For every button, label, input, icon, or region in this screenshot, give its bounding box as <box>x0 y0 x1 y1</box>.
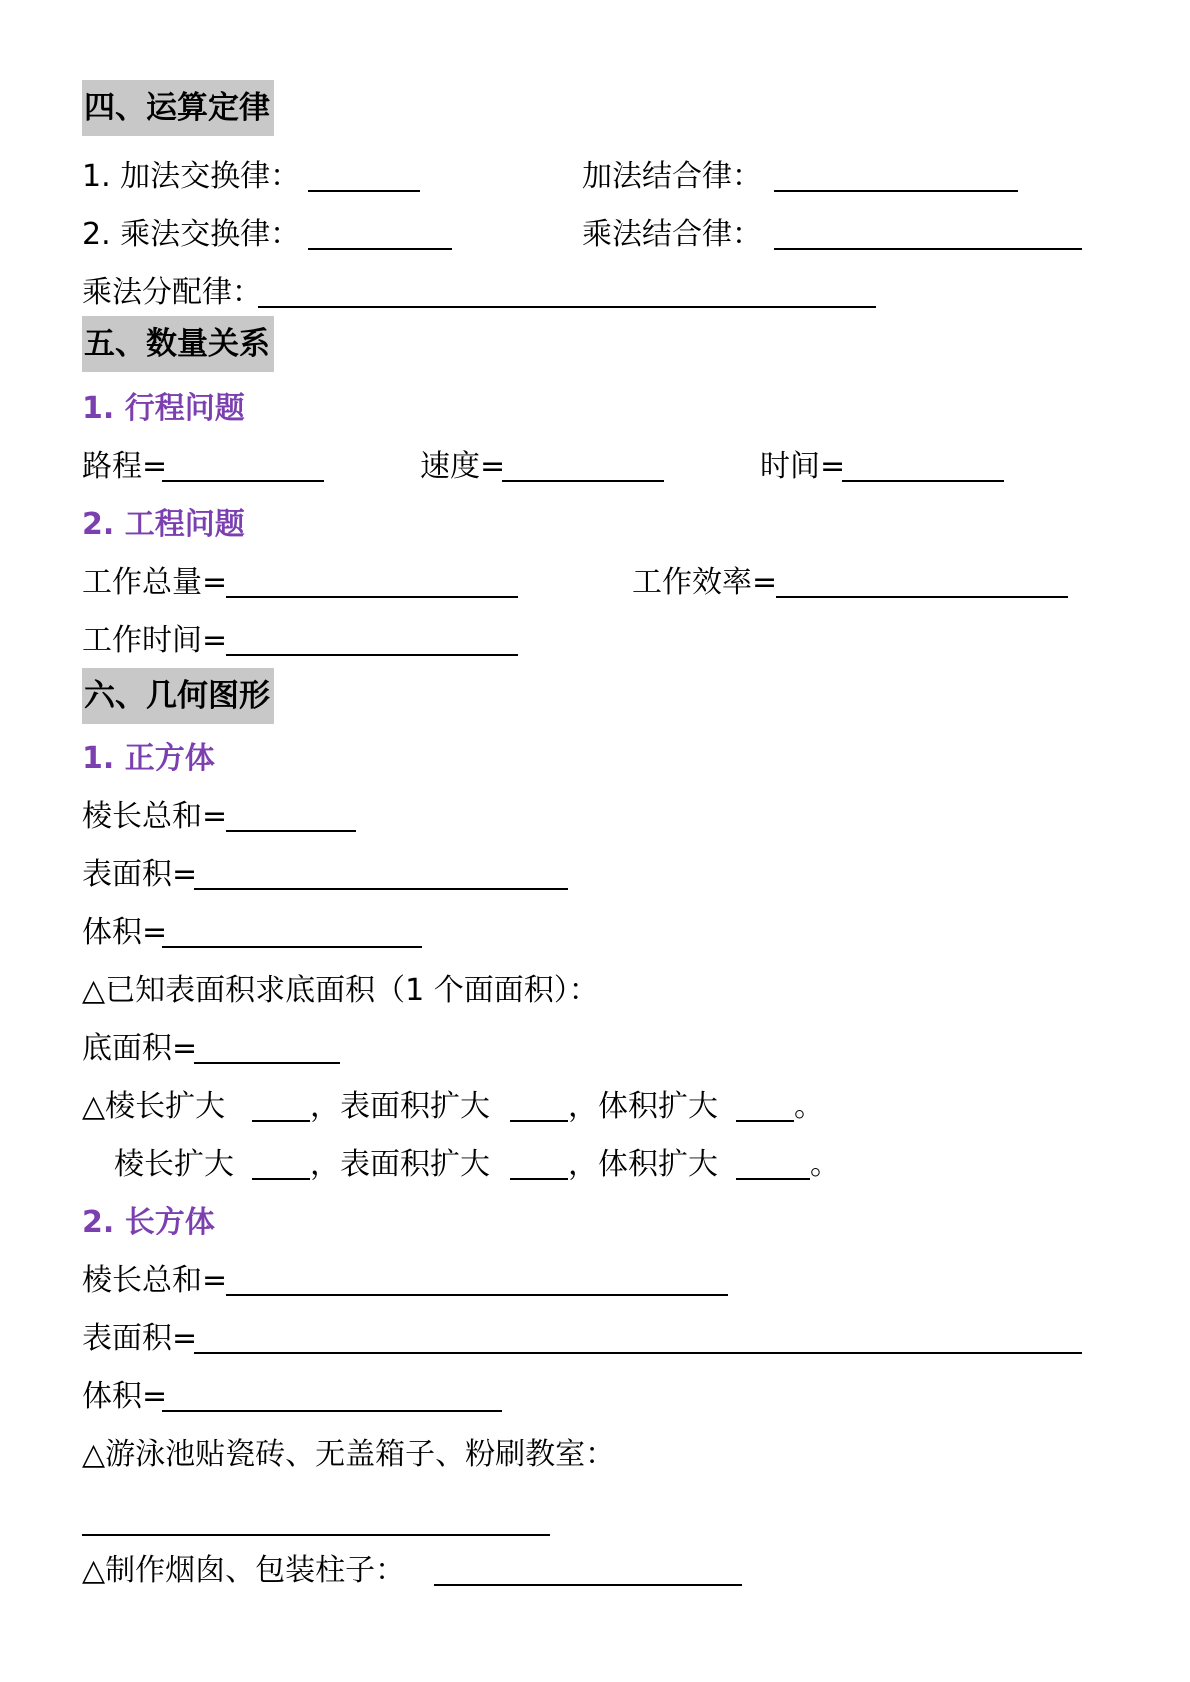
period-2: 。 <box>810 1147 840 1182</box>
section-title-laws: 四、运算定律 <box>82 80 274 136</box>
label-base-area: 底面积= <box>82 1031 198 1066</box>
blank-addition-associative[interactable] <box>774 190 1018 192</box>
blank-pool-box-classroom[interactable] <box>82 1534 550 1536</box>
subtitle-work: 2. 工程问题 <box>82 507 245 542</box>
label-work-time: 工作时间= <box>82 623 228 658</box>
label-distributive: 乘法分配律： <box>82 275 262 310</box>
subtitle-cube: 1. 正方体 <box>82 741 215 776</box>
blank-chimney-pillar[interactable] <box>434 1584 742 1586</box>
label-volume-expand-2: ，体积扩大 <box>568 1147 718 1182</box>
label-work-efficiency: 工作效率= <box>632 565 778 600</box>
blank-work-total[interactable] <box>226 596 518 598</box>
label-cuboid-surface-area: 表面积= <box>82 1321 198 1356</box>
label-multiplication-commutative: 2. 乘法交换律： <box>82 217 301 252</box>
blank-addition-commutative[interactable] <box>308 190 420 192</box>
blank-area-expand-1[interactable] <box>510 1120 568 1122</box>
label-cube-edge-sum: 棱长总和= <box>82 799 228 834</box>
label-speed: 速度= <box>420 449 506 484</box>
blank-work-time[interactable] <box>226 654 518 656</box>
label-chimney-pillar: △制作烟囱、包装柱子： <box>82 1553 406 1588</box>
text-pool-box-classroom: △游泳池贴瓷砖、无盖箱子、粉刷教室： <box>82 1437 616 1472</box>
period-1: 。 <box>794 1089 824 1124</box>
blank-cuboid-edge-sum[interactable] <box>226 1294 728 1296</box>
label-edge-expand-2: 棱长扩大 <box>114 1147 234 1182</box>
label-distance: 路程= <box>82 449 168 484</box>
blank-cuboid-surface-area[interactable] <box>194 1352 1082 1354</box>
blank-volume-expand-1[interactable] <box>736 1120 794 1122</box>
blank-speed[interactable] <box>502 480 664 482</box>
section-title-geometry: 六、几何图形 <box>82 668 274 724</box>
label-edge-expand: △棱长扩大 <box>82 1089 226 1124</box>
blank-area-expand-2[interactable] <box>510 1178 568 1180</box>
blank-multiplication-associative[interactable] <box>774 248 1082 250</box>
blank-base-area[interactable] <box>194 1062 340 1064</box>
blank-cuboid-volume[interactable] <box>162 1410 502 1412</box>
label-work-total: 工作总量= <box>82 565 228 600</box>
blank-distributive[interactable] <box>258 306 876 308</box>
blank-multiplication-commutative[interactable] <box>308 248 452 250</box>
label-area-expand-2: ，表面积扩大 <box>310 1147 490 1182</box>
blank-edge-expand-1[interactable] <box>252 1120 310 1122</box>
label-multiplication-associative: 乘法结合律： <box>582 217 762 252</box>
subtitle-travel: 1. 行程问题 <box>82 391 245 426</box>
section-title-quantity: 五、数量关系 <box>82 316 274 372</box>
blank-time[interactable] <box>842 480 1004 482</box>
blank-cube-surface-area[interactable] <box>194 888 568 890</box>
label-volume-expand: ，体积扩大 <box>568 1089 718 1124</box>
label-cuboid-edge-sum: 棱长总和= <box>82 1263 228 1298</box>
subtitle-cuboid: 2. 长方体 <box>82 1205 215 1240</box>
blank-edge-expand-2[interactable] <box>252 1178 310 1180</box>
label-addition-commutative: 1. 加法交换律： <box>82 159 301 194</box>
blank-distance[interactable] <box>162 480 324 482</box>
label-area-expand: ，表面积扩大 <box>310 1089 490 1124</box>
blank-work-efficiency[interactable] <box>776 596 1068 598</box>
label-addition-associative: 加法结合律： <box>582 159 762 194</box>
text-known-area: △已知表面积求底面积（1 个面面积）： <box>82 973 599 1008</box>
label-cuboid-volume: 体积= <box>82 1379 168 1414</box>
label-cube-volume: 体积= <box>82 915 168 950</box>
blank-cube-edge-sum[interactable] <box>226 830 356 832</box>
label-cube-surface-area: 表面积= <box>82 857 198 892</box>
blank-volume-expand-2[interactable] <box>736 1178 810 1180</box>
blank-cube-volume[interactable] <box>162 946 422 948</box>
label-time: 时间= <box>760 449 846 484</box>
